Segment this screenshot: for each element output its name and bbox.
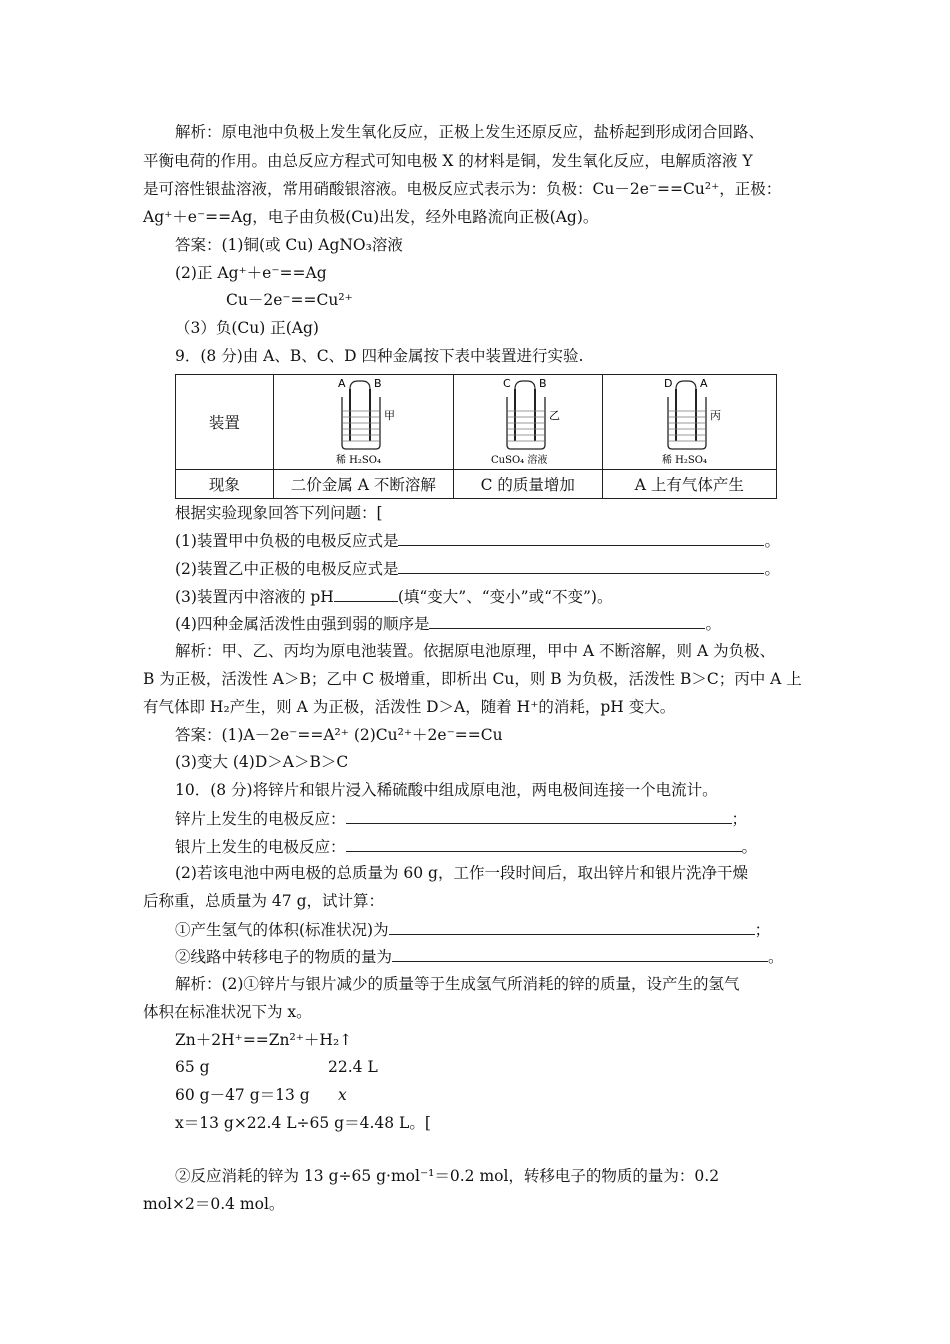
beaker-yi-diagram [463, 375, 593, 469]
q8-analysis-line-1: 解析：原电池中负极上发生氧化反应，正极上发生还原反应，盐桥起到形成闭合回路、 [175, 123, 765, 141]
q9-sub-4-text: (4)四种金属活泼性由强到弱的顺序是 [175, 615, 430, 633]
q10-ratio-1b: 22.4 L [328, 1058, 378, 1076]
q8-analysis-line-3: 是可溶性银盐溶液，常用硝酸银溶液。电极反应式表示为：负极：Cu－2e⁻==Cu²⁺，正极： [143, 180, 782, 198]
semicolon: ； [754, 921, 771, 939]
period: 。 [764, 532, 780, 550]
q9-analysis-line-1: 解析：甲、乙、丙均为原电池装置。依据原电池原理，甲中 A 不断溶解，则 A 为负极、 [175, 642, 776, 660]
q10-final-line-2: mol×2＝0.4 mol。 [143, 1195, 285, 1213]
q9-analysis-line-3: 有气体即 H₂产生，则 A 为正极，活泼性 D＞A，随着 H⁺的消耗，pH 变大。 [143, 698, 676, 716]
q10-calculation: x＝13 g×22.4 L÷65 g＝4.48 L。[ [175, 1114, 431, 1132]
q9-sub-3 [175, 586, 612, 607]
beaker-jia-diagram [298, 375, 428, 469]
q8-analysis-line-4: Ag⁺＋e⁻==Ag，电子由负极(Cu)出发，经外电路流向正极(Ag)。 [143, 208, 599, 226]
q8-analysis-line-2: 平衡电荷的作用。由总反应方程式可知电极 X 的材料是铜，发生氧化反应，电解质溶液 Y [143, 152, 753, 170]
q9-sub-3-hint: (填“变大”、“变小”或“不变”)。 [397, 588, 613, 606]
period: 。 [764, 560, 780, 578]
solution-jia: 稀 H₂SO₄ [336, 455, 382, 466]
q9-stem: 9．(8 分)由 A、B、C、D 四种金属按下表中装置进行实验. [175, 347, 584, 365]
q9-answer-1: 答案：(1)A－2e⁻==A²⁺ (2)Cu²⁺＋2e⁻==Cu [175, 726, 503, 744]
answer-blank [392, 946, 768, 962]
q10-calc-1-text: ①产生氢气的体积(标准状况)为 [175, 921, 389, 939]
electrode-right-label: B [374, 377, 382, 390]
device-name-jia: 甲 [384, 409, 396, 422]
answer-blank [429, 613, 705, 629]
device-name-bing: 丙 [710, 409, 722, 422]
q8-answer-2: (2)正 Ag⁺＋e⁻==Ag [175, 264, 327, 282]
answer-blank [346, 808, 732, 824]
beaker-bing-diagram [624, 375, 754, 469]
period: 。 [705, 615, 721, 633]
answer-blank [334, 586, 398, 602]
device-name-yi: 乙 [548, 409, 560, 422]
q10-part2-line-1: (2)若该电池中两电极的总质量为 60 g，工作一段时间后，取出锌片和银片洗净干燥 [175, 864, 748, 882]
q9-analysis-line-2: B 为正极，活泼性 A＞B；乙中 C 极增重，即析出 Cu，则 B 为负极，活泼性 B＞C；丙中 A 上 [143, 670, 802, 688]
device-jia [273, 375, 453, 470]
electrode-left-label: D [664, 377, 673, 390]
q10-ratio-2a: 60 g－47 g＝13 g [175, 1086, 310, 1104]
electrode-right-label: B [538, 377, 547, 390]
answer-blank [389, 919, 755, 935]
q10-ratio-2b: x [338, 1086, 347, 1104]
q10-calc-2 [175, 946, 784, 967]
q10-calc-1 [175, 919, 770, 940]
q10-final-line-1: ②反应消耗的锌为 13 g÷65 g·mol⁻¹＝0.2 mol，转移电子的物质的量为：0.2 [175, 1167, 720, 1185]
solution-yi: CuSO₄ 溶液 [490, 455, 548, 466]
table-head-phenomenon: 现象 [176, 470, 274, 499]
device-bing [602, 375, 776, 470]
answer-blank [398, 558, 764, 574]
q10-ratio-1a: 65 g [175, 1058, 210, 1076]
q9-sub-4 [175, 613, 721, 634]
q9-sub-1-text: (1)装置甲中负极的电极反应式是 [175, 532, 399, 550]
q9-sub-1 [175, 530, 780, 551]
q9-sub-2 [175, 558, 780, 579]
table-head-device: 装置 [176, 375, 274, 470]
answer-blank [346, 836, 742, 852]
q10-analysis-line-1: 解析：(2)①锌片与银片减少的质量等于生成氢气所消耗的锌的质量，设产生的氢气 [175, 975, 740, 993]
answer-blank [398, 530, 764, 546]
q9-sub-2-text: (2)装置乙中正极的电极反应式是 [175, 560, 399, 578]
period: 。 [768, 948, 784, 966]
phenomenon-yi: C 的质量增加 [453, 470, 602, 499]
solution-bing: 稀 H₂SO₄ [662, 455, 708, 466]
q10-zinc-reaction [175, 808, 747, 829]
q9-prompt: 根据实验现象回答下列问题：[ [175, 504, 383, 522]
q10-analysis-line-2: 体积在标准状况下为 x。 [143, 1003, 312, 1021]
q10-silver-text: 银片上发生的电极反应： [175, 838, 346, 856]
electrode-right-label: A [700, 377, 708, 390]
device-yi [453, 375, 602, 470]
q8-answer-3: Cu－2e⁻==Cu²⁺ [226, 291, 353, 309]
q8-answer-4: （3）负(Cu) 正(Ag) [175, 319, 319, 337]
q10-equation: Zn＋2H⁺==Zn²⁺＋H₂↑ [175, 1031, 353, 1049]
experiment-table [175, 374, 777, 499]
electrode-left-label: C [502, 377, 511, 390]
q10-part2-line-2: 后称重，总质量为 47 g，试计算： [143, 892, 385, 910]
q10-calc-2-text: ②线路中转移电子的物质的量为 [175, 948, 393, 966]
semicolon: ； [731, 810, 748, 828]
q10-stem: 10．(8 分)将锌片和银片浸入稀硫酸中组成原电池，两电极间连接一个电流计。 [175, 781, 718, 799]
electrode-left-label: A [338, 377, 346, 390]
q9-answer-2: (3)变大 (4)D＞A＞B＞C [175, 753, 349, 771]
q10-zinc-text: 锌片上发生的电极反应： [175, 810, 346, 828]
q10-silver-reaction [175, 836, 757, 857]
q8-answer-1: 答案：(1)铜(或 Cu) AgNO₃溶液 [175, 236, 403, 254]
period: 。 [741, 838, 758, 856]
q9-sub-3-text: (3)装置丙中溶液的 pH [175, 588, 334, 606]
phenomenon-bing: A 上有气体产生 [602, 470, 776, 499]
phenomenon-jia: 二价金属 A 不断溶解 [273, 470, 453, 499]
